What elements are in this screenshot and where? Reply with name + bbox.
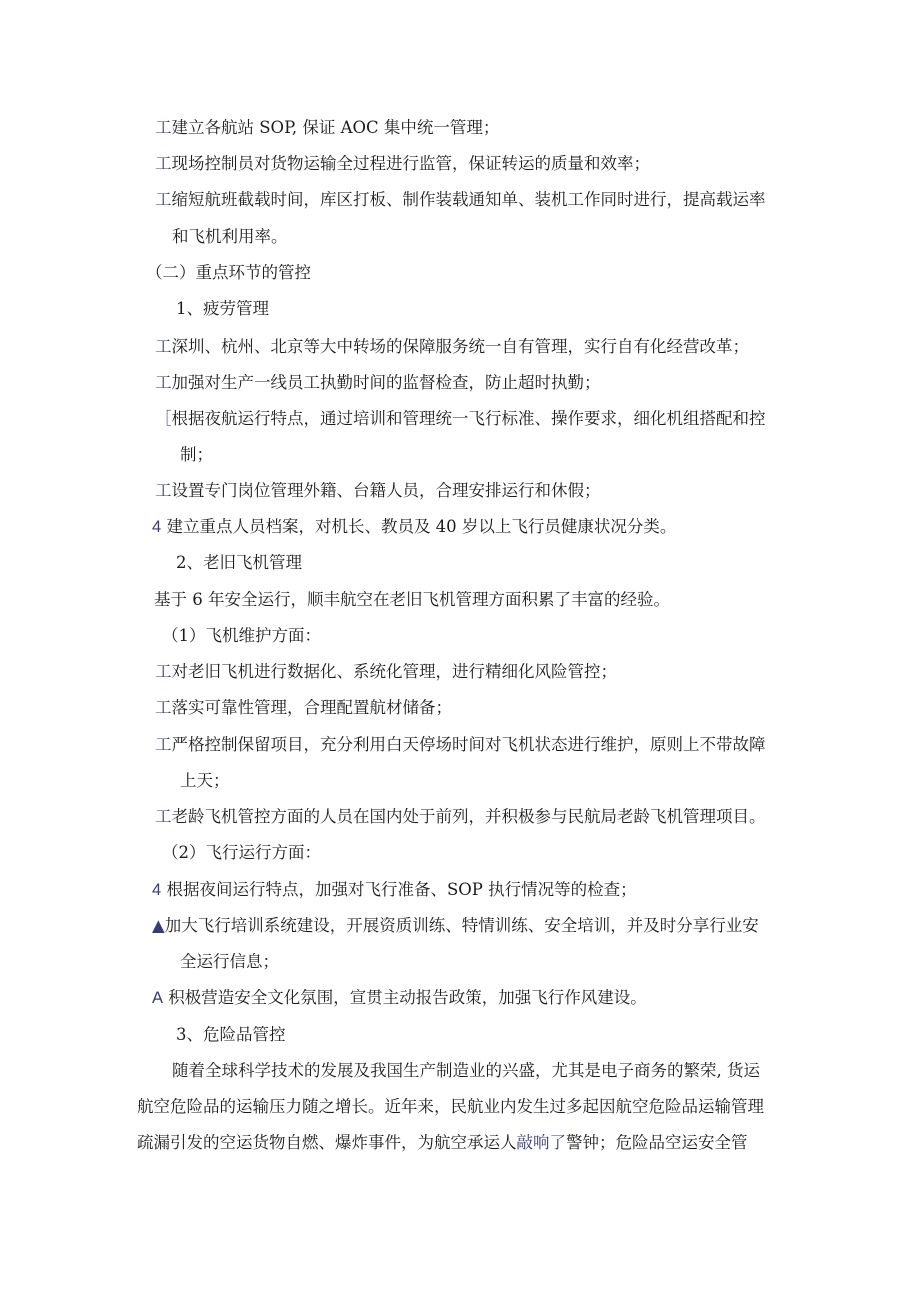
bullet-line xyxy=(152,987,647,1009)
bullet-line xyxy=(155,734,766,756)
paragraph-line xyxy=(172,1060,760,1082)
bullet-mark: ▲ xyxy=(152,916,165,935)
paragraph-line xyxy=(137,1096,764,1118)
line-text: 随着全球科学技术的发展及我国生产制造业的兴盛，尤其是电子商务的繁荣, 货运 xyxy=(172,1061,760,1080)
bullet-line xyxy=(155,189,766,211)
line-text: 根据夜航运行特点，通过培训和管理统一飞行标准、操作要求，细化机组搭配和控 xyxy=(171,409,766,428)
subsection-heading xyxy=(176,298,269,320)
continuation-line xyxy=(172,226,288,248)
bullet-line xyxy=(152,915,759,937)
bullet-line xyxy=(155,661,617,683)
line-text: 落实可靠性管理，合理配置航材储备； xyxy=(171,698,452,717)
continuation-line xyxy=(180,444,213,466)
bullet-mark: A xyxy=(152,989,164,1007)
bullet-line xyxy=(155,697,452,719)
bullet-mark: 工 xyxy=(155,481,172,500)
bullet-line xyxy=(152,879,637,901)
line-text: 加大飞行培训系统建设，开展资质训练、特情训练、安全培训，并及时分享行业安 xyxy=(164,916,759,935)
bullet-line xyxy=(155,480,601,502)
highlighted-text: 敲响了 xyxy=(516,1133,566,1152)
line-text: 全运行信息； xyxy=(180,952,279,971)
section-heading xyxy=(146,262,311,284)
bullet-mark: 4 xyxy=(152,881,162,899)
line-text: 严格控制保留项目，充分利用白天停场时间对飞机状态进行维护，原则上不带故障 xyxy=(171,735,766,754)
line-text: 疏漏引发的空运货物自燃、爆炸事件，为航空承运人 xyxy=(137,1133,517,1152)
line-text: 和飞机利用率。 xyxy=(172,227,288,246)
bullet-mark: 4 xyxy=(152,518,162,536)
bullet-line xyxy=(155,117,499,139)
bullet-mark: 工 xyxy=(155,373,172,392)
line-text: 制； xyxy=(180,445,213,464)
line-text: 设置专门岗位管理外籍、台籍人员，合理安排运行和休假； xyxy=(171,481,601,500)
line-text: （二）重点环节的管控 xyxy=(146,263,311,282)
bullet-mark: 工 xyxy=(155,118,172,137)
line-text: 2、老旧飞机管理 xyxy=(176,553,302,572)
bullet-mark: 工 xyxy=(155,735,172,754)
bullet-mark: 工 xyxy=(155,190,172,209)
bullet-line xyxy=(155,408,766,430)
line-text: 加强对生产一线员工执勤时间的监督检查，防止超时执勤； xyxy=(171,373,601,392)
line-text: 深圳、杭州、北京等大中转场的保障服务统一自有管理，实行自有化经营改革； xyxy=(171,337,749,356)
subsection-heading xyxy=(176,1024,286,1046)
line-text: （1）飞机维护方面： xyxy=(162,626,321,645)
line-text: 3、危险品管控 xyxy=(176,1025,286,1044)
line-text: 1、疲劳管理 xyxy=(176,299,269,318)
line-text: （2）飞行运行方面： xyxy=(162,843,321,862)
line-text: 现场控制员对货物运输全过程进行监管，保证转运的质量和效率； xyxy=(171,154,650,173)
line-text: 积极营造安全文化氛围，宣贯主动报告政策，加强飞行作风建设。 xyxy=(168,988,647,1007)
line-text: 建立各航站 SOP, 保证 AOC 集中统一管理； xyxy=(171,118,500,137)
line-text: 根据夜间运行特点，加强对飞行准备、SOP 执行情况等的检查； xyxy=(166,880,637,899)
bullet-line xyxy=(155,336,749,358)
continuation-line xyxy=(180,770,230,792)
bullet-mark: 工 xyxy=(155,807,172,826)
bullet-line xyxy=(155,372,601,394)
line-text: 基于 6 年安全运行，顺丰航空在老旧飞机管理方面积累了丰富的经验。 xyxy=(154,590,670,609)
line-text-tail: 警钟；危险品空运安全管 xyxy=(566,1133,748,1152)
subsection-heading xyxy=(176,552,302,574)
bullet-line xyxy=(152,516,676,538)
line-text: 老龄飞机管控方面的人员在国内处于前列，并积极参与民航局老龄飞机管理项目。 xyxy=(171,807,766,826)
bullet-mark: 工 xyxy=(155,154,172,173)
bullet-line xyxy=(155,806,766,828)
line-text: 对老旧飞机进行数据化、系统化管理，进行精细化风险管控； xyxy=(171,662,617,681)
paragraph-line xyxy=(154,589,670,611)
bullet-line xyxy=(155,153,650,175)
line-text: 上天； xyxy=(180,771,230,790)
line-text: 建立重点人员档案，对机长、教员及 40 岁以上飞行员健康状况分类。 xyxy=(166,517,677,536)
line-text: 缩短航班截载时间，库区打板、制作装载通知单、装机工作同时进行，提高载运率 xyxy=(171,190,766,209)
paragraph-line xyxy=(137,1132,748,1154)
line-text: 航空危险品的运输压力随之增长。近年来，民航业内发生过多起因航空危险品运输管理 xyxy=(137,1097,764,1116)
continuation-line xyxy=(180,951,279,973)
bullet-mark: 工 xyxy=(155,662,172,681)
bullet-mark: 工 xyxy=(155,698,172,717)
subsection-heading xyxy=(162,842,321,864)
subsection-heading xyxy=(162,625,321,647)
bullet-mark: 工 xyxy=(155,337,172,356)
bullet-mark: ［ xyxy=(155,409,172,428)
